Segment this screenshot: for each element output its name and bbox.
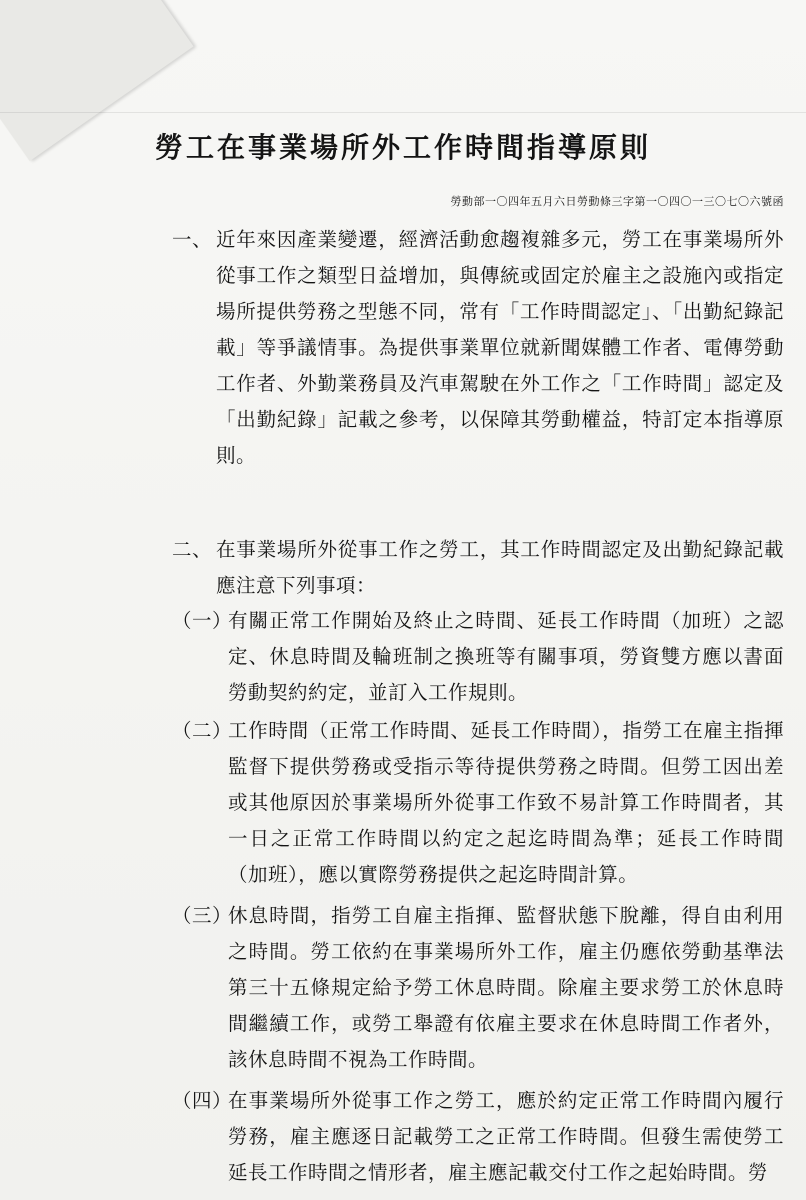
section-1-text: 近年來因產業變遷，經濟活動愈趨複雜多元，勞工在事業場所外從事工作之類型日益增加，與傳統或固定於雇主之設施內或指定場所提供勞務之型態不同，常有「工作時間認定」、「出勤紀錄記載」等爭議情事。為提供事業單位就新聞媒體工作者、電傳勞動工作者、外勤業務員及汽車駕駛在外工作之「工作時間」認定及「出勤紀錄」記載之參考，以保障其勞動權益，特訂定本指導原則。 bbox=[216, 228, 784, 467]
item-3 bbox=[172, 898, 784, 1078]
document-title: 勞工在事業場所外工作時間指導原則 bbox=[154, 131, 651, 164]
item-2-number: （二） bbox=[172, 719, 233, 742]
item-2-text: 工作時間（正常工作時間、延長工作時間），指勞工在雇主指揮監督下提供勞務或受指示等待提供勞務之時間。但勞工因出差或其他原因於事業場所外從事工作致不易計算工作時間者，其一日之正常工作時間以約定之起迄時間為準；延長工作時間（加班），應以實際勞務提供之起迄時間計算。 bbox=[228, 719, 784, 886]
item-4-number: （四） bbox=[172, 1089, 233, 1112]
item-4 bbox=[172, 1083, 784, 1191]
section-2-text: 在事業場所外從事工作之勞工，其工作時間認定及出勤紀錄記載應注意下列事項： bbox=[216, 538, 784, 597]
section-2 bbox=[172, 532, 784, 604]
item-3-text: 休息時間，指勞工自雇主指揮、監督狀態下脫離，得自由利用之時間。勞工依約在事業場所外工作，雇主仍應依勞動基準法第三十五條規定給予勞工休息時間。除雇主要求勞工於休息時間繼續工作，或勞工舉證有依雇主要求在休息時間工作者外，該休息時間不視為工作時間。 bbox=[228, 904, 784, 1071]
section-1-number: 一、 bbox=[172, 228, 213, 251]
scan-edge-line bbox=[0, 112, 806, 113]
section-2-number: 二、 bbox=[172, 538, 213, 561]
item-2 bbox=[172, 713, 784, 893]
section-1 bbox=[172, 222, 784, 474]
item-1-number: （一） bbox=[172, 609, 233, 632]
document-reference: 勞動部一〇四年五月六日勞動條三字第一〇四〇一三〇七〇六號函 bbox=[450, 195, 784, 208]
item-1 bbox=[172, 603, 784, 711]
item-1-text: 有關正常工作開始及終止之時間、延長工作時間（加班）之認定、休息時間及輪班制之換班等有關事項，勞資雙方應以書面勞動契約約定，並訂入工作規則。 bbox=[228, 609, 784, 704]
item-3-number: （三） bbox=[172, 904, 233, 927]
item-4-text: 在事業場所外從事工作之勞工，應於約定正常工作時間內履行勞務，雇主應逐日記載勞工之正常工作時間。但發生需使勞工延長工作時間之情形者，雇主應記載交付工作之起始時間。勞 bbox=[228, 1089, 784, 1184]
